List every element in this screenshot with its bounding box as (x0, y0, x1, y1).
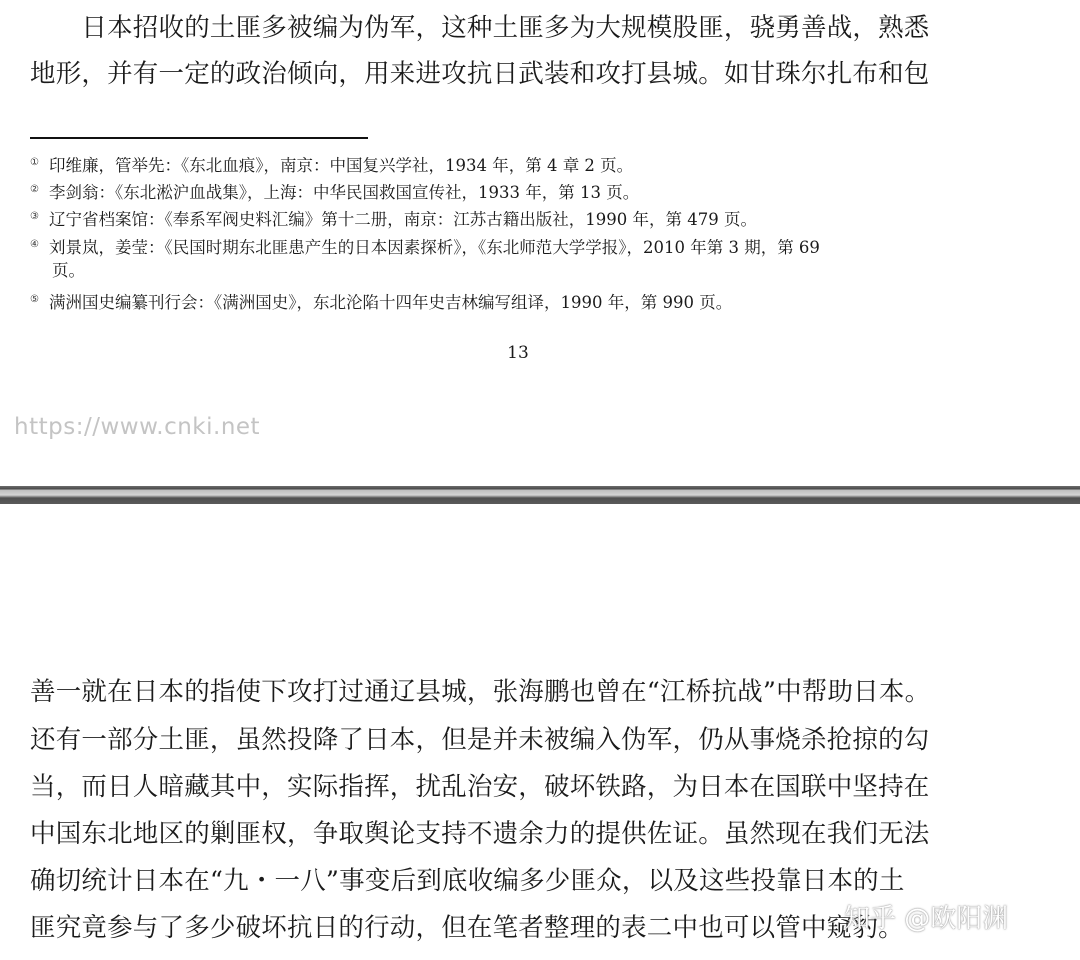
body-text-line-1: 善一就在日本的指使下攻打过通辽县城，张海鹏也曾在“江桥抗战”中帮助日本。 (30, 677, 931, 707)
footnote-4 (30, 234, 820, 259)
zhihu-watermark: 知乎 @欧阳渊 (844, 904, 1009, 934)
body-text-line-2: 还有一部分土匪，虽然投降了日本，但是并未被编入伪军，仍从事烧杀抢掠的勾 (30, 725, 930, 755)
footnote-marker: ③ (30, 211, 39, 222)
page-number: 13 (507, 343, 529, 363)
footnote-2 (30, 179, 639, 204)
footnote-marker: ④ (30, 239, 39, 250)
body-text-line-1: 日本招收的土匪多被编为伪军，这种土匪多为大规模股匪，骁勇善战，熟悉 (30, 13, 930, 43)
body-text-line-4: 中国东北地区的剿匪权，争取舆论支持不遗余力的提供佐证。虽然现在我们无法 (30, 819, 930, 849)
lower-page (0, 504, 1080, 960)
page-separator (0, 486, 1080, 504)
footnote-1 (30, 152, 633, 177)
footnote-text: 满洲国史编纂刊行会：《满洲国史》，东北沦陷十四年史吉林编写组译，1990 年，第 990 页。 (48, 293, 733, 312)
cnki-watermark: https://www.cnki.net (14, 414, 261, 440)
footnote-marker: ① (30, 157, 39, 168)
body-text-line-3: 当，而日人暗藏其中，实际指挥，扰乱治安，破坏铁路，为日本在国联中坚持在 (30, 772, 930, 802)
body-text-line-6: 匪究竟参与了多少破坏抗日的行动，但在笔者整理的表二中也可以管中窥豹。 (30, 913, 904, 943)
footnote-text: 李剑翁：《东北淞沪血战集》，上海：中华民国救国宣传社，1933 年，第 13 页。 (48, 183, 640, 202)
body-text-line-5: 确切统计日本在“九・一八”事变后到底收编多少匪众，以及这些投靠日本的土 (30, 866, 905, 896)
footnote-3 (30, 206, 757, 231)
body-text-line-2: 地形，并有一定的政治倾向，用来进攻抗日武装和攻打县城。如甘珠尔扎布和包 (30, 59, 930, 89)
footnote-5 (30, 289, 732, 314)
footnote-text: 刘景岚，姜莹：《民国时期东北匪患产生的日本因素探析》，《东北师范大学学报》，2010 年第 3 期，第 69 (48, 238, 820, 257)
footnote-separator (30, 137, 368, 139)
footnote-4-continuation: 页。 (52, 261, 85, 280)
footnote-text: 辽宁省档案馆：《奉系军阀史料汇编》第十二册，南京：江苏古籍出版社，1990 年，第 479 页。 (48, 210, 757, 229)
footnote-marker: ⑤ (30, 294, 39, 305)
footnote-text: 印维廉，管举先：《东北血痕》，南京：中国复兴学社，1934 年，第 4 章 2 页。 (48, 156, 634, 175)
footnote-marker: ② (30, 184, 39, 195)
